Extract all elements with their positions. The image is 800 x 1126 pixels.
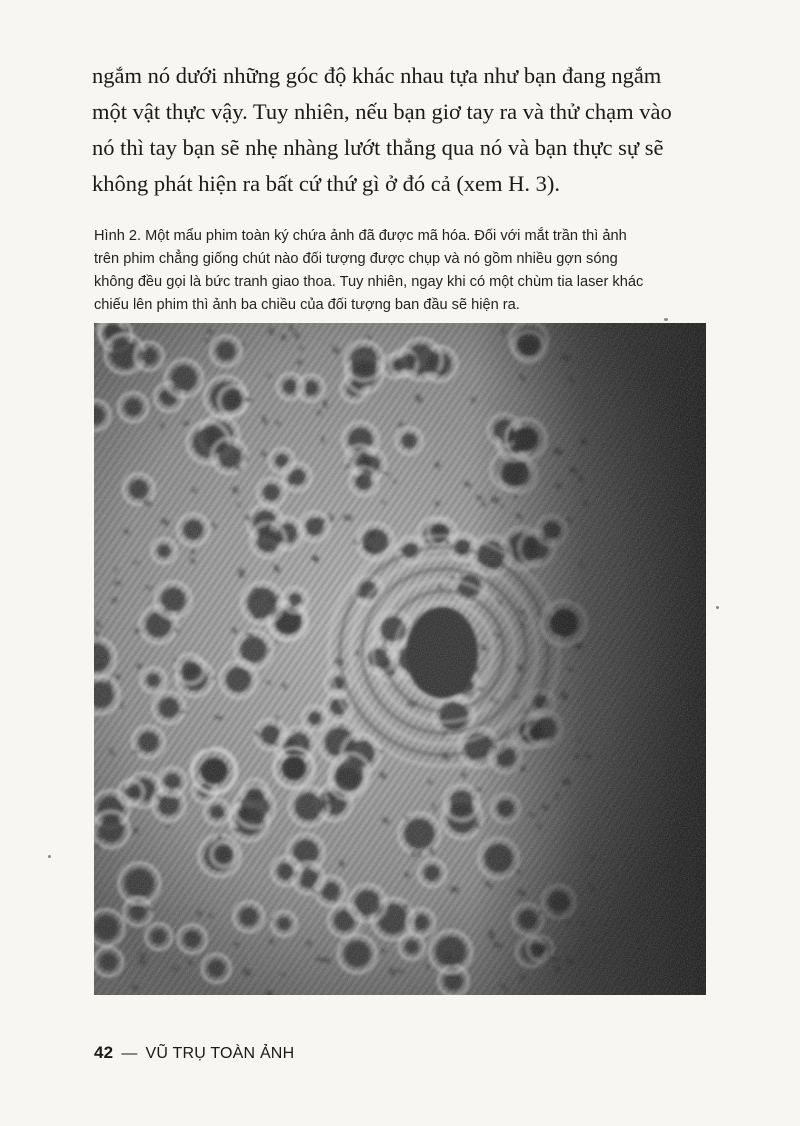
caption-line-3: không đều gọi là bức tranh giao thoa. Tuy nhiên, ngay khi có một chùm tia laser khác <box>94 274 644 290</box>
hologram-photo <box>94 323 706 995</box>
footer-separator: — <box>121 1045 138 1062</box>
print-speck <box>664 318 668 321</box>
caption-line-2: trên phim chẳng giống chút nào đối tượng được chụp và nó gồm nhiều gợn sóng <box>94 251 618 267</box>
caption-line-4: chiếu lên phim thì ảnh ba chiều của đối tượng ban đầu sẽ hiện ra. <box>94 297 520 313</box>
body-line-2: một vật thực vậy. Tuy nhiên, nếu bạn giơ tay ra và thử chạm vào <box>92 99 672 124</box>
caption-line-1: Hình 2. Một mẩu phim toàn ký chứa ảnh đã được mã hóa. Đối với mắt trần thì ảnh <box>94 228 627 244</box>
page-number: 42 <box>94 1043 114 1062</box>
book-title: VŨ TRỤ TOÀN ẢNH <box>145 1045 295 1062</box>
body-line-1: ngắm nó dưới những góc độ khác nhau tựa như bạn đang ngắm <box>92 63 662 88</box>
figure-caption <box>94 225 724 317</box>
body-paragraph <box>92 58 732 202</box>
print-speck <box>48 855 51 858</box>
print-speck <box>716 606 719 609</box>
page-footer <box>94 1043 294 1063</box>
body-line-3: nó thì tay bạn sẽ nhẹ nhàng lướt thẳng qua nó và bạn thực sự sẽ <box>92 135 664 160</box>
hologram-pattern-image <box>94 323 706 995</box>
body-line-4: không phát hiện ra bất cứ thứ gì ở đó cả (xem H. 3). <box>92 171 561 196</box>
